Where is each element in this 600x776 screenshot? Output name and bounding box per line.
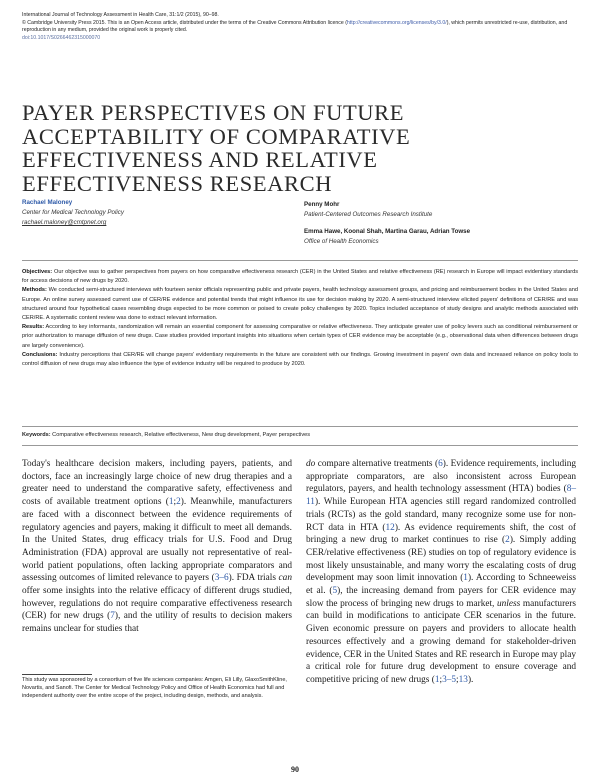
abstract-objectives: Objectives: Our objective was to gather perspectives from payers on how comparative effectiveness research (CER) in the United States and relative effectiveness (RE) research in Europe will impact evidentiary standards for access decisions of new drugs by 2020. (22, 269, 578, 285)
citation-link[interactable]: 1 (168, 497, 174, 508)
citation-link[interactable]: 3–6 (214, 573, 229, 584)
citation-link[interactable]: 12 (385, 522, 395, 533)
citation-link[interactable]: 5 (332, 586, 338, 597)
doi[interactable]: doi:10.1017/S0266462315000070 (22, 35, 101, 42)
citation-link[interactable]: 13 (458, 674, 468, 685)
citation-link[interactable]: 2 (176, 497, 181, 508)
keywords (22, 431, 578, 440)
author-block-left (22, 198, 272, 228)
citation-link[interactable]: 6 (438, 459, 443, 469)
citation-link[interactable]: 8–11 (306, 484, 576, 508)
author-affiliation: Office of Health Economics (304, 238, 379, 245)
page-number: 90 (291, 765, 299, 774)
citation-link[interactable]: 3–5 (442, 674, 457, 685)
journal-header (22, 12, 582, 43)
abstract-methods: Methods: We conducted semi-structured interviews with fourteen senior officials representing public and private payers, health technology assessment groups, and pricing and reimbursement bodies in the United States and Europe. An online survey assessed current use of CER/RE evidence and potential trends that might influence its use for decision making by 2020. A semi-structured interview elicited payers' definitions of CER/RE and was structured around four hypothetical cases resembling drugs expected to be more common or poised to create policy challenges by 2020. Topics included acceptance of study designs and analytic methods associated with CER/RE. A systematic content review was done to extract relevant information. (22, 287, 578, 322)
footnote-divider (22, 674, 92, 675)
abstract-top-divider (22, 260, 578, 261)
body-top-divider (22, 445, 578, 446)
license-link[interactable]: http://creativecommons.org/licenses/by/3.0/ (346, 19, 447, 26)
body-paragraph: Today's healthcare decision makers, including payers, patients, and doctors, face an increasingly large choice of new drug therapies and a greater need to understand the comparative safety, effectiveness and costs of available treatment options (1;2). Meanwhile, manufacturers are faced with a disconnect between the evidence requirements of regulatory agencies and payers, making it difficult to meet all demands. In the United States, drug efficacy trials for U.S. Food and Drug Administration (FDA) approval are usually not representative of real-world patient populations, often lacking appropriate comparators and assessing outcomes of limited relevance to payers (3–6). FDA trials can offer some insights into the relative efficacy of different drugs studied, however, regulations do not require comparative effectiveness research (CER) for new drugs (7), and the utility of results to decision makers remains unclear for studies that (22, 459, 292, 635)
author-email-link[interactable]: rachael.maloney@cmtpnet.org (22, 219, 107, 226)
keywords-divider (22, 426, 578, 427)
body-paragraph: do compare alternative treatments (6). Evidence requirements, including appropriate comparators, are also inconsistent across European regulators, payers, and health technology assessment (HTA) bodies (8–11). While European HTA agencies still regard randomized controlled trials (RCTs) as the gold standard, many recognize some use for non-RCT data in HTA (12). As evidence requirements shift, the cost of bringing a new drug to market continues to rise (2). Simply adding CER/relative effectiveness (RE) studies on top of regulatory evidence is most likely unsustainable, and many worry the escalating costs of drug development may soon limit innovation (1). According to Schneeweiss et al. (5), the increasing demand from payers for CER evidence may slow the process of bringing new drugs to market, unless manufacturers can build in modifications to anticipate CER scenarios in the future. Given economic pressure on payers and providers to allocate health resources effectively and a growing demand for stakeholder-driven evidence, CER in the United States and RE research in Europe may play a critical role for future drug development to ensure coverage and competitive pricing of new drugs (1;3–5;13). (306, 459, 577, 685)
author-block-right (304, 200, 584, 247)
citation-link[interactable]: 1 (463, 573, 468, 584)
keywords-text: Comparative effectiveness research, Relative effectiveness, New drug development, Payer perspectives (52, 432, 311, 438)
footnote: This study was sponsored by a consortium of five life sciences companies: Amgen, Eli Lilly, GlaxoSmithKline, Novartis, and Sanofi. The Center for Medical Technology Policy and Office of Health Economics had full and independent authority over the entire scope of the project, including design, methods, and analysis. (22, 677, 287, 700)
abstract (22, 268, 578, 369)
abstract-conclusions: Conclusions: Industry perceptions that CER/RE will change payers' evidentiary requirements in the future are consistent with our findings. Growing investment in payers' own data and increased reliance on policy tools to control diffusion of new drugs may also influence the type of evidence industry will be required to produce by 2020. (22, 351, 578, 368)
body-column-left (22, 458, 292, 636)
author-names: Emma Hawe, Koonal Shah, Martina Garau, Adrian Towse (304, 228, 471, 235)
citation-link[interactable]: 7 (110, 611, 115, 622)
citation-link[interactable]: 1 (434, 674, 440, 685)
journal-citation: International Journal of Technology Assessment in Health Care, 31:1/2 (2015), 90–98. (22, 12, 219, 18)
body-column-right (306, 458, 576, 687)
keywords-label: Keywords: (22, 432, 51, 438)
citation-link[interactable]: 2 (505, 535, 510, 546)
author-affiliation: Center for Medical Technology Policy (22, 209, 124, 216)
abstract-results: Results: According to key informants, randomization will remain an essential component for assessing comparative or relative effectiveness. They anticipate greater use of policy levers such as conditional reimbursement or prior authorization to manage diffusion of new drugs. Case studies provided important insights into situations when certain types of CER evidence may be acceptable (e.g., observational data when differences between drugs are largely convenience). (22, 324, 578, 349)
author-affiliation: Patient-Centered Outcomes Research Institute (304, 211, 433, 218)
author-name: Penny Mohr (304, 201, 340, 208)
copyright-notice: © Cambridge University Press 2015. This is an Open Access article, distributed under the terms of the Creative Commons Attribution licence (http://creativecommons.org/licenses/by/3.0/), which permits unrestricted re-use, distribution, and reproduction in any medium, provided the original work is properly cited. (22, 19, 568, 34)
author-name: Rachael Maloney (22, 199, 73, 206)
article-title: PAYER PERSPECTIVES ON FUTURE ACCEPTABILITY OF COMPARATIVE EFFECTIVENESS AND RELATIVE EFFECTIVENESS RESEARCH (22, 100, 411, 196)
